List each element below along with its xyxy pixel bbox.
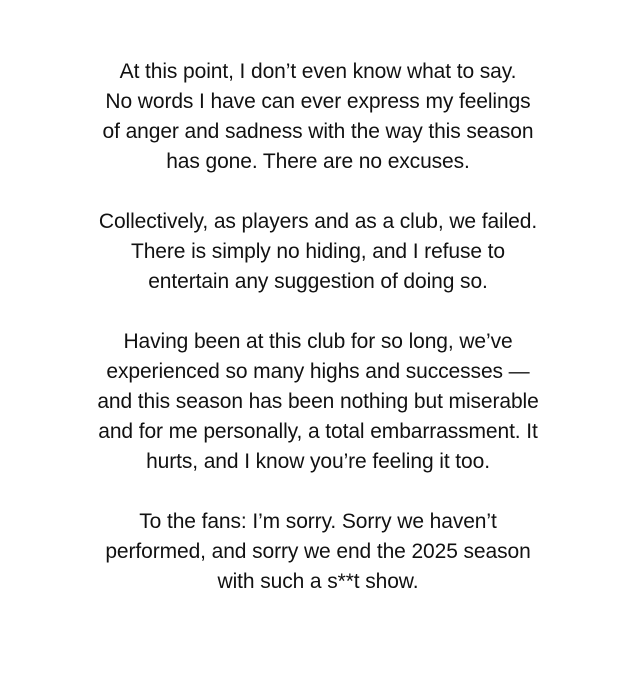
- statement-line: and this season has been nothing but miserable: [97, 390, 539, 413]
- statement-line: No words I have can ever express my feelings: [105, 90, 531, 113]
- statement-line: To the fans: I’m sorry. Sorry we haven’t: [139, 510, 497, 533]
- statement-line: There is simply no hiding, and I refuse to: [131, 240, 505, 263]
- statement-paragraph-4: [40, 507, 596, 597]
- statement-line: has gone. There are no excuses.: [166, 150, 470, 173]
- statement-line: Collectively, as players and as a club, we failed.: [98, 210, 538, 233]
- statement-line: with such a s**t show.: [217, 570, 419, 593]
- statement-line: Having been at this club for so long, we’ve: [123, 330, 513, 353]
- statement-line: hurts, and I know you’re feeling it too.: [146, 450, 490, 473]
- statement-line: performed, and sorry we end the 2025 season: [105, 540, 531, 563]
- statement-line: of anger and sadness with the way this season: [102, 120, 534, 143]
- statement-paragraph-1: [40, 57, 596, 177]
- statement-line: experienced so many highs and successes —: [106, 360, 530, 383]
- statement-paragraph-2: [40, 207, 596, 297]
- statement-text-block: [0, 57, 636, 597]
- statement-line: entertain any suggestion of doing so.: [148, 270, 488, 293]
- statement-line: At this point, I don’t even know what to say.: [119, 60, 517, 83]
- statement-line: and for me personally, a total embarrassment. It: [98, 420, 538, 443]
- statement-paragraph-3: [40, 327, 596, 477]
